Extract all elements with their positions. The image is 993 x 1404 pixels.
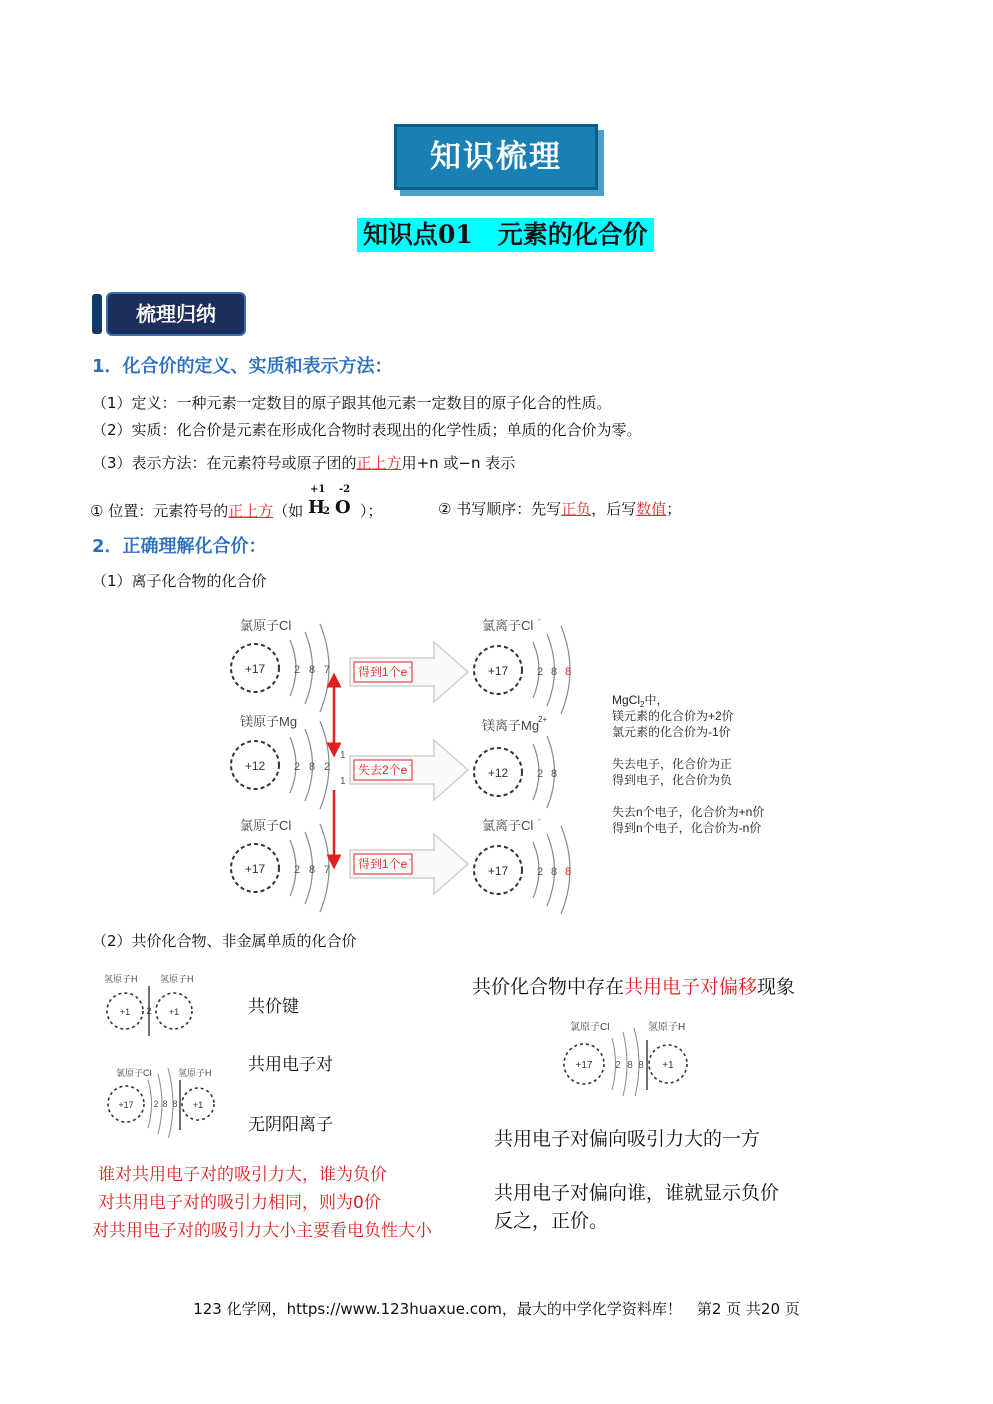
hcl-h-label: 氢原子H (648, 1022, 686, 1033)
rule-2: 对共用电子对的吸引力相同，则为0价 (98, 1193, 381, 1213)
hcl-h-proton: +1 (662, 1060, 674, 1071)
cl-ion-e3: 8 (564, 666, 572, 678)
cl-ion-2-proton: +17 (487, 864, 509, 878)
cl-c-e2: 8 (162, 1099, 168, 1109)
mg-e1: 2 (293, 761, 301, 773)
summary-tag (92, 292, 244, 336)
section-banner: 知识梳理 (394, 124, 598, 190)
hcl-e3: 8 (638, 1060, 644, 1071)
pos-text-a: ① 位置：元素符号的 (90, 502, 229, 520)
order-line (438, 498, 681, 519)
page-footer: 123 化学网，https://www.123huaxue.com，最大的中学化学资料库！ 第2 页 共20 页 (193, 1300, 800, 1318)
cl-e2: 8 (308, 664, 316, 676)
covalent-diagram-left (98, 968, 228, 1138)
order-text-e: ； (666, 500, 682, 518)
gain-label-2: 得到1个e (358, 857, 408, 871)
covalent-heading-a: 共价化合物中存在 (472, 976, 625, 998)
cl-ion-proton: +17 (487, 664, 509, 678)
representation-line (92, 452, 515, 473)
cl-ion-2-group (474, 815, 571, 914)
section-2-title: 2．正确理解化合价： (92, 536, 267, 557)
note-gain-n: 得到n个电子，化合价为-n价 (612, 821, 762, 835)
h-atom-label-2: 氢原子H (160, 974, 194, 984)
lose-sup: - (409, 761, 412, 770)
mg-ion-proton: +12 (487, 766, 509, 780)
mg-e3: 2 (323, 761, 331, 773)
cl-atom-label: 氯原子Cl (240, 618, 292, 633)
h-symbol: H (308, 497, 326, 518)
gain-sup-2: - (409, 855, 412, 864)
o-symbol: O (335, 497, 351, 518)
definition-line: （1）定义：一种元素一定数目的原子跟其他元素一定数目的原子化合的性质。 (92, 394, 612, 412)
shared-pair-label: 共用电子对 (248, 1055, 333, 1075)
note-lose-positive: 失去电子，化合价为正 (612, 757, 733, 771)
cl-ion-2-e2: 8 (550, 866, 558, 878)
cl-ion-group (474, 615, 571, 714)
shift-text-3: 反之，正价。 (494, 1210, 609, 1232)
mg-ion-e1: 2 (536, 768, 544, 780)
ionic-subtitle: （1）离子化合物的化合价 (92, 572, 267, 590)
no-ions-label: 无阴阳离子 (248, 1115, 333, 1135)
hcl-e2: 8 (627, 1060, 633, 1071)
cl-ion-label: 氯离子Cl (482, 618, 534, 633)
rep-highlight: 正上方 (356, 454, 402, 472)
gain-sup-1: - (409, 663, 412, 672)
covalent-heading (472, 972, 795, 999)
cl-c-e1: 2 (153, 1099, 159, 1109)
hcl-cl-proton: +17 (575, 1060, 593, 1071)
h-atom-label-1: 氢原子H (104, 974, 138, 984)
cl-c-e3: 8 (172, 1099, 178, 1109)
covalent-heading-highlight: 共用电子对偏移 (624, 976, 758, 998)
section-1-title: 1．化合价的定义、实质和表示方法： (92, 356, 393, 377)
mg-ion-group (474, 715, 557, 808)
hcl-cl-label: 氯原子Cl (570, 1022, 610, 1033)
lose-label: 失去2个e (358, 763, 408, 777)
cl-2-e2: 8 (308, 864, 316, 876)
h-atom-3-proton: +1 (192, 1100, 204, 1110)
pos-text-d: ）； (360, 502, 383, 520)
position-line (90, 484, 383, 521)
shift-text-1: 共用电子对偏向吸引力大的一方 (494, 1128, 761, 1150)
lose-arrow (350, 740, 468, 800)
h-atom-label-3: 氢原子H (178, 1068, 212, 1078)
gain-arrow-1 (350, 642, 468, 702)
note-mg-valence: 镁元素的化合价为+2价 (612, 709, 734, 723)
cl-ion-2-e3: 8 (564, 866, 572, 878)
cl-atom-2-group (231, 818, 330, 912)
h-atom-1-proton: +1 (119, 1007, 131, 1017)
cl-atom-label-c: 氯原子Cl (116, 1068, 152, 1078)
gain-arrow-2 (350, 834, 468, 894)
h-subscript: 2 (323, 506, 330, 517)
covalent-diagram-right (560, 1016, 700, 1096)
cl-ion-2-e1: 2 (536, 866, 544, 878)
shift-text-2: 共用电子对偏向谁，谁就显示负价 (494, 1182, 780, 1204)
cl-2-proton: +17 (244, 862, 266, 876)
h-atom-2-proton: +1 (168, 1007, 180, 1017)
cl-ion-e1: 2 (536, 666, 544, 678)
ionic-notes (612, 692, 764, 835)
mg-ion-charge: 2+ (538, 715, 548, 724)
ionic-diagram (222, 610, 782, 920)
note-cl-valence: 氯元素的化合价为-1价 (612, 725, 731, 739)
cl-2-e3: 7 (323, 864, 331, 876)
covalent-bond-label: 共价键 (248, 997, 299, 1017)
h2o-formula (308, 484, 360, 518)
o-valence: -2 (339, 484, 351, 495)
note-gain-negative: 得到电子，化合价为负 (612, 773, 733, 787)
knowledge-point-title: 知识点01 元素的化合价 (357, 218, 654, 252)
cl-e3: 7 (323, 664, 331, 676)
cl-ion-charge: - (538, 615, 541, 624)
order-value: 数值 (636, 500, 667, 518)
cl-e1: 2 (293, 664, 301, 676)
order-text-a: ② 书写顺序：先写 (438, 500, 562, 518)
transfer-count-1: 1 (340, 750, 346, 761)
mg-ion-label: 镁离子Mg (482, 718, 540, 733)
gain-label-1: 得到1个e (358, 665, 408, 679)
transfer-count-2: 1 (340, 776, 346, 787)
cl-2-e1: 2 (293, 864, 301, 876)
order-sign: 正负 (561, 500, 592, 518)
hcl-e1: 2 (615, 1060, 621, 1071)
cl-ion-2-label: 氯离子Cl (482, 818, 534, 833)
mg-proton: +12 (244, 759, 266, 773)
cl-atom-2-label: 氯原子Cl (240, 818, 292, 833)
covalent-subtitle: （2）共价化合物、非金属单质的化合价 (92, 932, 357, 950)
mg-atom-label: 镁原子Mg (240, 714, 298, 729)
rep-text-a: （3）表示方法：在元素符号或原子团的 (92, 454, 357, 472)
tag-label: 梳理归纳 (106, 292, 246, 336)
pos-highlight: 正上方 (228, 502, 274, 520)
shared-pair-1: 2 (146, 1006, 152, 1016)
tag-bar (92, 294, 102, 334)
cl-proton: +17 (244, 662, 266, 676)
mg-e2: 8 (308, 761, 316, 773)
h-valence: +1 (310, 484, 326, 495)
mg-atom-group (231, 714, 330, 809)
cl-c-shell-1 (148, 1080, 152, 1128)
rule-1: 谁对共用电子对的吸引力大，谁为负价 (98, 1165, 387, 1185)
pos-text-c: （如 (273, 502, 304, 520)
cl-ion-e2: 8 (550, 666, 558, 678)
rule-3: 对共用电子对的吸引力大小主要看电负性大小 (92, 1221, 432, 1241)
essence-line: （2）实质：化合价是元素在形成化合物时表现出的化学性质；单质的化合价为零。 (92, 421, 642, 439)
cl-c-shell-2 (158, 1074, 162, 1134)
covalent-heading-c: 现象 (757, 976, 796, 998)
note-lose-n: 失去n个电子，化合价为+n价 (612, 805, 765, 819)
cl-atom-group (231, 618, 330, 712)
order-text-c: ，后写 (591, 500, 637, 518)
cl-ion-2-charge: - (538, 815, 541, 824)
note-mgcl2: MgCl$_2$中， (612, 693, 669, 709)
cl-atom-c-proton: +17 (118, 1100, 134, 1110)
mg-ion-e2: 8 (550, 768, 558, 780)
rep-text-c: 用+n 或−n 表示 (401, 454, 516, 472)
